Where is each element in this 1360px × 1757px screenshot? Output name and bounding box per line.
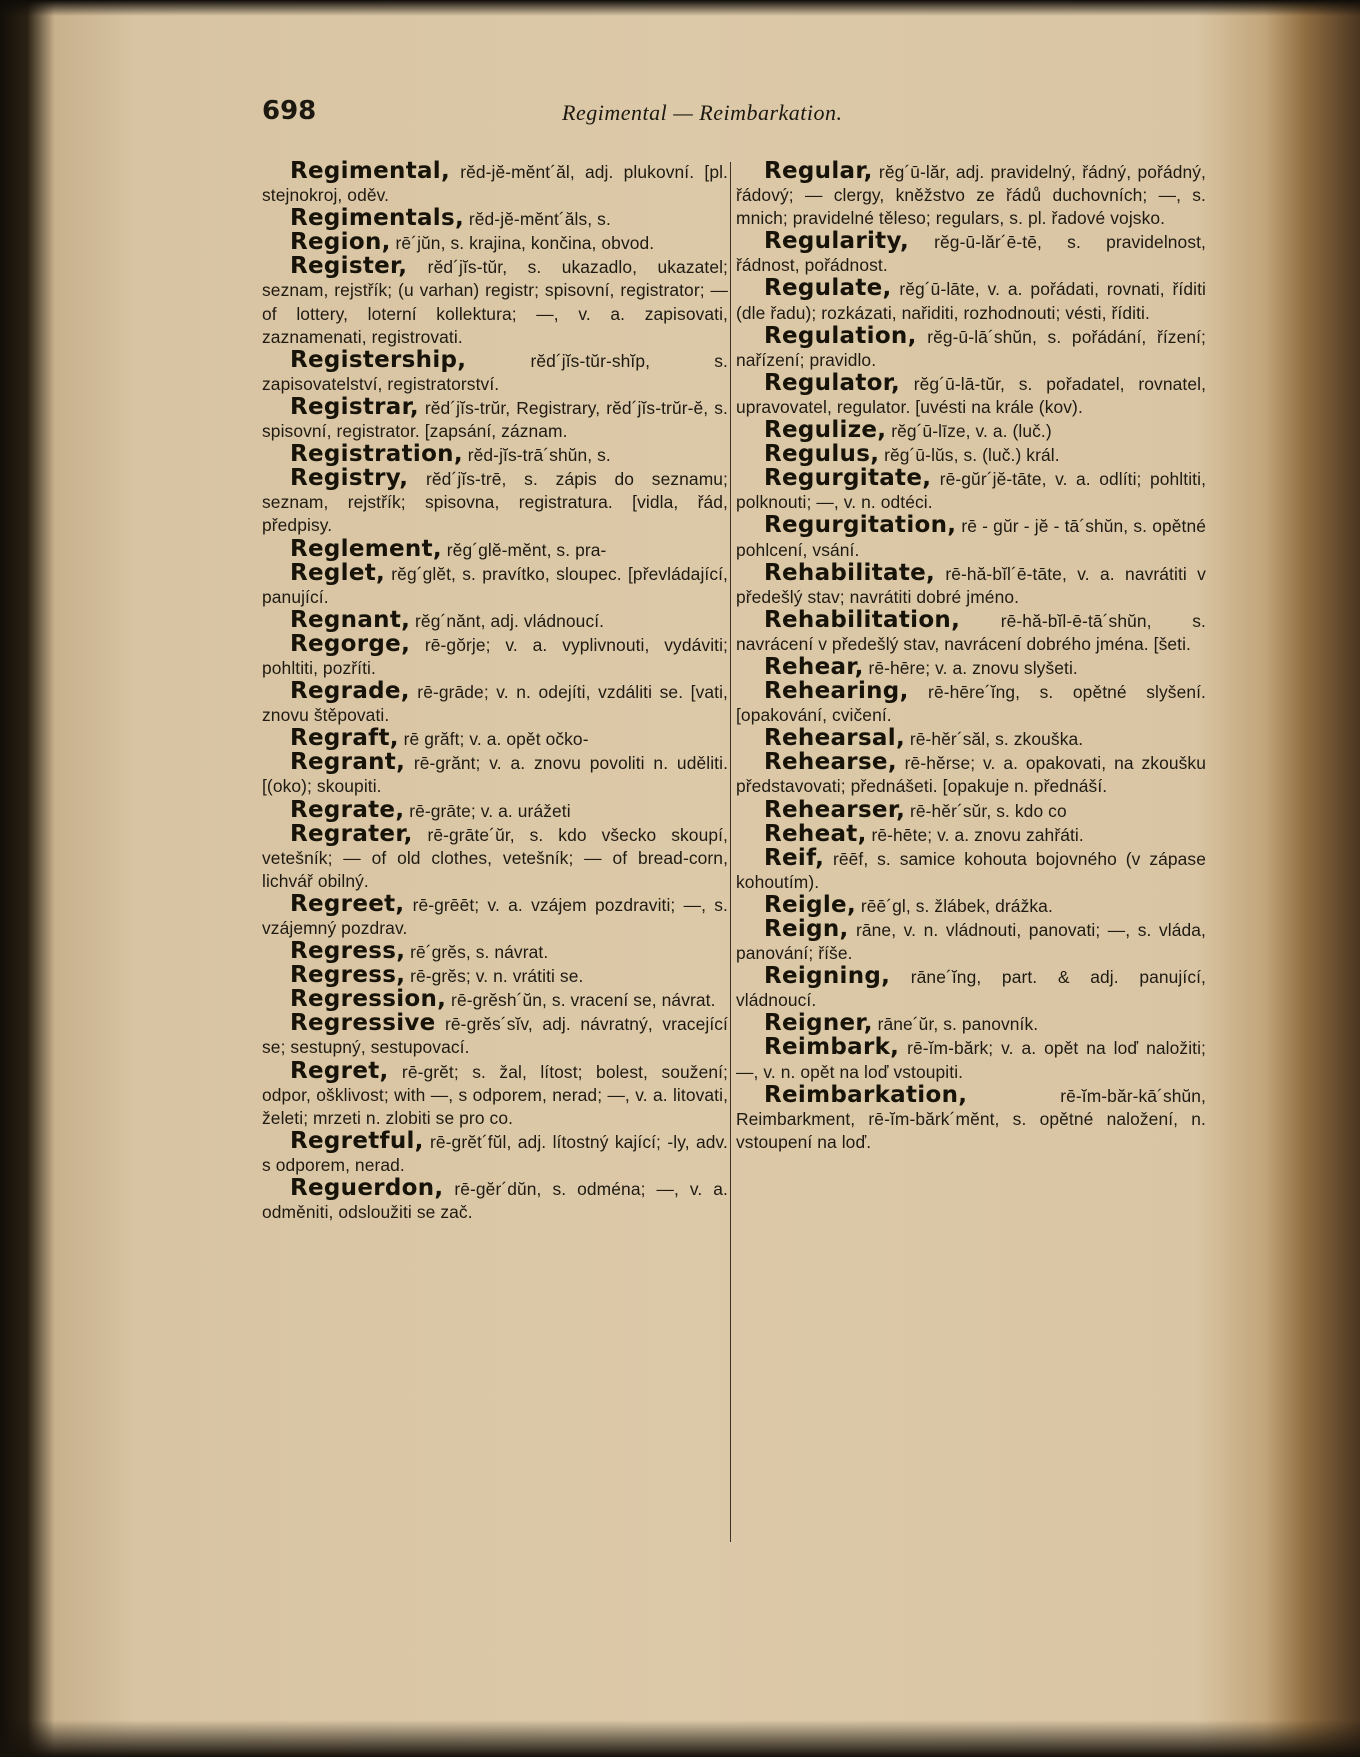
entry-headword: Regnant, — [290, 606, 411, 633]
dictionary-entry — [736, 891, 1206, 918]
entry-definition: rāne´ŭr, s. panovník. — [877, 1014, 1039, 1035]
dictionary-entry — [262, 1177, 728, 1224]
entry-headword: Regraft, — [290, 725, 399, 752]
dictionary-entry — [736, 844, 1206, 894]
entry-definition: rĕg-ū-lā´shŭn, s. pořádání, řízení; nařízení; pravidlo. — [736, 326, 1206, 370]
dictionary-entry — [262, 988, 728, 1012]
entry-headword: Regimental, — [290, 158, 451, 184]
scan-top-shadow — [0, 0, 1360, 16]
entry-definition: rēē´gl, s. žlábek, drážka. — [860, 895, 1053, 916]
entry-headword: Reigle, — [764, 891, 856, 918]
dictionary-entry — [736, 559, 1206, 609]
dictionary-entry — [262, 393, 728, 443]
entry-definition: rē grăft; v. a. opět očko- — [403, 729, 589, 750]
entry-headword: Regorge, — [290, 630, 411, 657]
entry-definition: rē-grĕt´fŭl, adj. lítostný kající; -ly, adv. s odporem, nerad. — [262, 1131, 728, 1175]
entry-definition: rĕd´jĭs-tŭr-shĭp, s. zapisovatelství, registratorství. — [262, 350, 728, 394]
dictionary-entry — [262, 535, 728, 562]
entry-definition: rē-grĕsh´ŭn, s. vracení se, návrat. — [451, 990, 716, 1011]
entry-headword: Rehabilitate, — [764, 559, 936, 586]
entry-definition: rĕd-jĭs-trā´shŭn, s. — [467, 445, 611, 466]
entry-headword: Regret, — [290, 1057, 389, 1084]
entry-definition: rē-gŭr´jĕ-tāte, v. a. odlíti; pohltiti, polknouti; —, v. n. odtéci. — [736, 469, 1206, 513]
entry-headword: Regreet, — [290, 890, 405, 917]
entry-definition: rē-hēre´ĭng, s. opětné slyšení. [opakování, cvičení. — [736, 682, 1206, 726]
entry-definition: rē-grāde; v. n. odejíti, vzdáliti se. [vati, znovu štěpovati. — [262, 682, 728, 726]
entry-definition: rĕg´ū-lā-tŭr, s. pořadatel, rovnatel, upravovatel, regulator. [uvésti na krále (kov). — [736, 373, 1206, 417]
dictionary-entry — [736, 680, 1206, 727]
entry-definition: rĕg´glĕt, s. pravítko, sloupec. [převládající, panující. — [262, 563, 728, 607]
entry-definition: rē-hĕr´săl, s. zkouška. — [909, 729, 1084, 750]
entry-definition: rēēf, s. samice kohouta bojovného (v zápase kohoutím). — [736, 848, 1206, 892]
dictionary-entry — [262, 559, 728, 609]
entry-headword: Regurgitate, — [764, 465, 932, 492]
dictionary-entry — [262, 1057, 728, 1130]
entry-definition: rē-ĭm-bărk; v. a. opět na loď naložiti; —, v. n. opět na loď vstoupiti. — [736, 1038, 1206, 1082]
entry-headword: Register, — [290, 253, 408, 280]
running-head: Regimental — Reimbarkation. — [562, 100, 843, 125]
dictionary-entry — [262, 1127, 728, 1177]
dictionary-entry — [736, 965, 1206, 1012]
entry-headword: Rehear, — [764, 653, 864, 680]
dictionary-entry — [262, 207, 728, 231]
entry-definition: rē-hēre; v. a. znovu slyšeti. — [868, 657, 1078, 678]
entry-headword: Regular, — [764, 158, 873, 184]
entry-definition: rē-hă-bĭl-ē-tā´shŭn, s. navrácení v předešlý stav, navrácení dobrého jména. [šeti. — [736, 610, 1206, 654]
dictionary-entry — [262, 796, 728, 823]
entry-definition: rē-hĕrse; v. a. opakovati, na zkoušku představovati; přednášeti. [opakuje n. přednáší. — [736, 753, 1206, 797]
entry-definition: rē-grĕs´sĭv, adj. návratný, vracející se; sestupný, sestupovací. — [262, 1014, 728, 1058]
dictionary-entry — [736, 419, 1206, 443]
entry-headword: Regress, — [290, 938, 406, 965]
dictionary-entry — [736, 467, 1206, 514]
entry-definition: rē´jŭn, s. krajina, končina, obvod. — [395, 233, 655, 254]
dictionary-entry — [736, 230, 1206, 277]
entry-definition: rē-grĕs; v. n. vrátiti se. — [410, 966, 584, 987]
entry-headword: Regulus, — [764, 441, 880, 468]
entry-definition: rē-gĕr´dŭn, s. odména; —, v. a. odměniti, odsloužiti se zač. — [262, 1179, 728, 1223]
right-column — [736, 160, 1206, 1540]
entry-headword: Reglet, — [290, 559, 386, 586]
entry-headword: Reif, — [764, 844, 825, 871]
entry-headword: Regrade, — [290, 678, 410, 705]
dictionary-entry — [736, 653, 1206, 680]
dictionary-entry — [262, 443, 728, 467]
page-header — [262, 96, 1202, 130]
dictionary-entry — [736, 796, 1206, 823]
entry-headword: Regrater, — [290, 820, 413, 847]
entry-headword: Reimbark, — [764, 1034, 900, 1061]
entry-headword: Rehearser, — [764, 796, 906, 823]
entry-definition: rāne, v. n. vládnouti, panovati; —, s. vláda, panování; říše. — [736, 920, 1206, 964]
entry-definition: rē-ĭm-băr-kā´shŭn, Reimbarkment, rē-ĭm-bărk´mĕnt, s. opětné naložení, n. vstoupení na loď. — [736, 1085, 1206, 1152]
dictionary-entry — [262, 890, 728, 940]
entry-definition: rē-grĕt; s. žal, lítost; bolest, soužení; odpor, ošklivost; with —, s odporem, nerad; —, v. a. litovati, želeti; mrzeti n. zlobiti se pro co. — [262, 1061, 728, 1128]
dictionary-entry — [736, 277, 1206, 324]
dictionary-entry — [262, 255, 728, 348]
entry-definition: rē-hēte; v. a. znovu zahřáti. — [871, 824, 1084, 845]
dictionary-entry — [736, 820, 1206, 847]
entry-definition: rĕg´ū-lāte, v. a. pořádati, rovnati, říditi (dle řadu); rozkázati, nařiditi, rozhodnouti; vésti, říditi. — [736, 279, 1206, 323]
dictionary-entry — [262, 160, 728, 207]
dictionary-entry — [262, 820, 728, 893]
dictionary-entry — [262, 964, 728, 988]
entry-headword: Regulation, — [764, 322, 917, 349]
entry-definition: rĕd-jĕ-mĕnt´ăl, adj. plukovní. [pl. stejnokroj, oděv. — [262, 162, 728, 206]
entry-headword: Reign, — [764, 916, 849, 942]
entry-headword: Regressive — [290, 1010, 436, 1037]
entry-headword: Reimbarkation, — [764, 1081, 968, 1108]
dictionary-entry — [736, 443, 1206, 467]
entry-headword: Regrate, — [290, 796, 405, 823]
entry-definition: rē-hĕr´sŭr, s. kdo co — [909, 800, 1067, 821]
entry-headword: Registry, — [290, 465, 409, 492]
dictionary-entry — [736, 751, 1206, 798]
entry-headword: Reigner, — [764, 1010, 873, 1037]
entry-headword: Regression, — [290, 986, 447, 1013]
dictionary-entry — [262, 1012, 728, 1059]
entry-definition: rē-gŏrje; v. a. vyplivnouti, vydáviti; pohltiti, pozříti. — [262, 634, 728, 678]
entry-headword: Rehearse, — [764, 749, 897, 776]
entry-definition: rĕd´jĭs-tŭr, s. ukazadlo, ukazatel; seznam, rejstřík; (u varhan) registr; spisovní, registrator; — of lottery, loterní kollektura; —, v. a. zapisovati, zaznamenati, registrovati. — [262, 257, 728, 347]
dictionary-entry — [736, 369, 1206, 419]
entry-headword: Regularity, — [764, 228, 910, 255]
entry-definition: rĕg´glĕ-mĕnt, s. pra- — [446, 539, 607, 560]
entry-headword: Regulate, — [764, 275, 892, 302]
entry-definition: rĕg´ū-lŭs, s. (luč.) král. — [884, 445, 1060, 466]
scan-bottom-shadow — [0, 1720, 1360, 1757]
entry-headword: Registration, — [290, 441, 463, 468]
entry-definition: rāne´ĭng, part. & adj. panující, vládnoucí. — [736, 967, 1206, 1011]
entry-headword: Reigning, — [764, 963, 891, 990]
entry-headword: Registership, — [290, 346, 467, 373]
entry-headword: Regimentals, — [290, 205, 465, 232]
entry-headword: Regulize, — [764, 417, 887, 444]
entry-definition: rĕd´jĭs-trŭr, Registrary, rĕd´jĭs-trŭr-ĕ, s. spisovní, registrator. [zapsání, záznam. — [262, 397, 728, 442]
dictionary-entry — [262, 680, 728, 727]
dictionary-entry — [736, 606, 1206, 656]
entry-headword: Regulator, — [764, 369, 901, 396]
entry-headword: Regretful, — [290, 1127, 424, 1154]
entry-headword: Registrar, — [290, 393, 419, 420]
dictionary-entry — [262, 630, 728, 680]
entry-headword: Regress, — [290, 962, 406, 989]
dictionary-entry — [262, 940, 728, 964]
entry-definition: rē-grănt; v. a. znovu povoliti n. uděliti. [(oko); skoupiti. — [262, 753, 728, 797]
entry-definition: rĕg´ū-lăr, adj. pravidelný, řádný, pořádný, řádový; — clergy, kněžstvo ze řádů duchovních; —, s. mnich; pravidelné těleso; regulars, s. pl. řadové vojsko. — [736, 162, 1206, 229]
dictionary-entry — [262, 606, 728, 633]
entry-definition: rē-grāte´ŭr, s. kdo všecko skoupí, vetešník; — of old clothes, vetešník; — of bread-corn, lichvář obilný. — [262, 824, 728, 891]
dictionary-entry — [262, 231, 728, 255]
entry-definition: rĕg´nănt, adj. vládnoucí. — [415, 610, 605, 631]
page-number: 698 — [262, 96, 317, 126]
dictionary-entry — [736, 727, 1206, 751]
entry-definition: rĕd-jĕ-mĕnt´ăls, s. — [468, 209, 611, 230]
entry-definition: rē-grēēt; v. a. vzájem pozdraviti; —, s. vzájemný pozdrav. — [262, 894, 728, 938]
dictionary-entry — [736, 160, 1206, 230]
dictionary-entry — [736, 918, 1206, 965]
entry-headword: Regurgitation, — [764, 512, 957, 539]
entry-definition: rē´grĕs, s. návrat. — [410, 942, 549, 963]
entry-headword: Region, — [290, 229, 391, 256]
entry-headword: Reguerdon, — [290, 1175, 444, 1202]
entry-definition: rĕd´jĭs-trē, s. zápis do seznamu; seznam, rejstřík; spisovna, registratura. [vidla, řád, předpisy. — [262, 469, 728, 536]
dictionary-entry — [262, 346, 728, 396]
entry-headword: Rehearing, — [764, 678, 909, 705]
left-column — [262, 160, 728, 1540]
dictionary-entry — [736, 322, 1206, 372]
entry-headword: Rehabilitation, — [764, 606, 961, 633]
dictionary-entry — [736, 1081, 1206, 1154]
dictionary-entry — [736, 1036, 1206, 1083]
entry-headword: Reheat, — [764, 820, 867, 847]
entry-definition: rē - gŭr - jĕ - tā´shŭn, s. opětné pohlcení, vsání. — [736, 516, 1206, 560]
dictionary-entry — [262, 751, 728, 798]
entry-definition: rĕg-ū-lăr´ē-tē, s. pravidelnost, řádnost, pořádnost. — [736, 232, 1206, 276]
entry-definition: rē-grāte; v. a. urážeti — [409, 800, 571, 821]
entry-headword: Reglement, — [290, 535, 442, 562]
entry-definition: rē-hă-bĭl´ē-tāte, v. a. navrátiti v předešlý stav; navrátiti dobré jméno. — [736, 563, 1206, 607]
dictionary-entry — [736, 514, 1206, 561]
dictionary-entry — [262, 727, 728, 751]
entry-headword: Regrant, — [290, 749, 406, 776]
dictionary-entry — [262, 467, 728, 537]
entry-definition: rĕg´ū-līze, v. a. (luč.) — [891, 421, 1052, 442]
dictionary-entry — [736, 1012, 1206, 1036]
entry-headword: Rehearsal, — [764, 725, 905, 752]
column-divider — [730, 162, 731, 1542]
